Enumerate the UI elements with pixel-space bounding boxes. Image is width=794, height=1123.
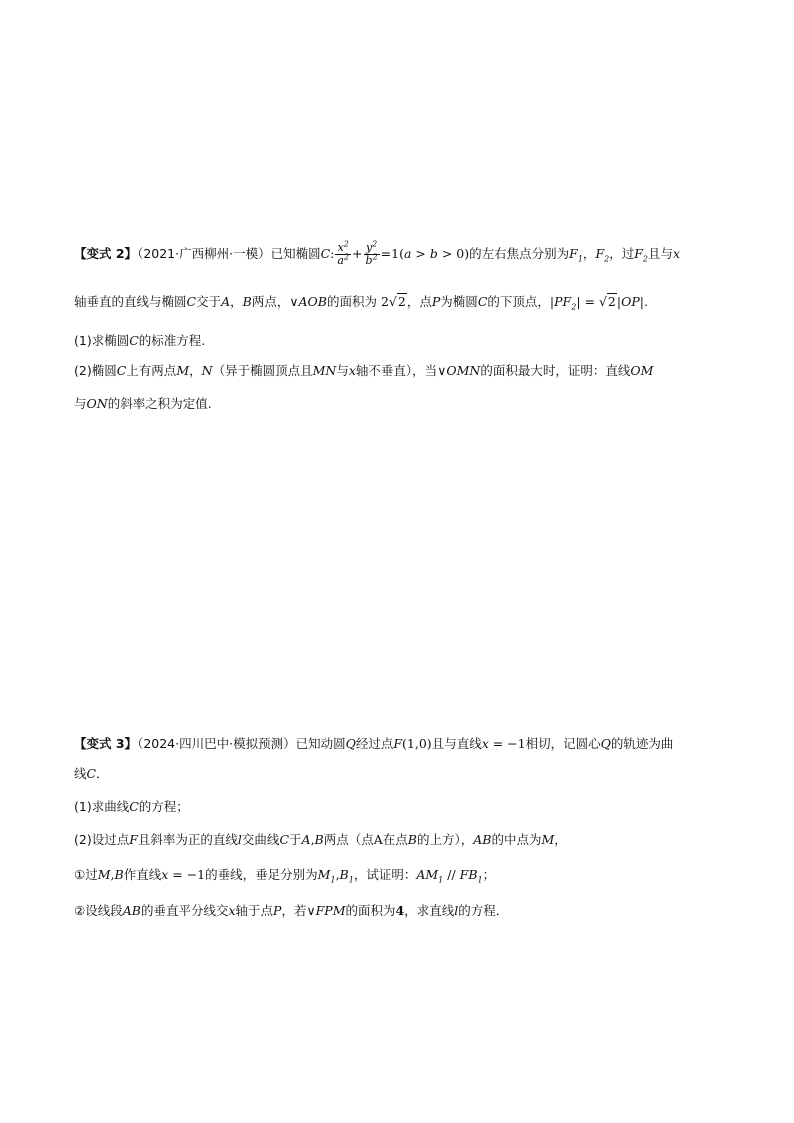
variant-3-question-1: (1)求曲线C的方程；	[74, 799, 189, 814]
variant-3-subquestion-1: ①过M,B作直线x = −1的垂线，垂足分别为$M_1,B_1$，试证明：$AM_1 // FB_1$；	[74, 867, 496, 885]
variant-2-line-2: 轴垂直的直线与椭圆C交于A，B两点，∨AOB的面积为 2√2，点P为椭圆C的下顶点，$|PF_2| = √2|OP|$.	[74, 294, 648, 312]
variant-2-question-1: (1)求椭圆C的标准方程.	[74, 333, 206, 348]
fraction-y2-b2: $\frac{y^2}{b^2}$	[365, 239, 378, 267]
variant-3-source: （2024·四川巴中·模拟预测）	[137, 736, 296, 751]
variant-2-line-1: 【变式 2】（2021·广西柳州·一模）已知椭圆C: $\frac{x^2}{a^2}$ + $\frac{y^2}{b^2}$ =1(a > b > 0)的左右焦点分别为$F_1$，$F_2$，过$F_2$且与x	[74, 239, 681, 267]
fraction-x2-a2: $\frac{x^2}{a^2}$	[337, 239, 350, 267]
variant-2-label: 【变式 2】	[74, 246, 138, 261]
variant-2-question-2-line-1: (2)椭圆C上有两点M，N（异于椭圆顶点且MN与x轴不垂直），当∨OMN的面积最大时，证明：直线OM	[74, 363, 654, 378]
variant-3-line-1: 【变式 3】（2024·四川巴中·模拟预测）已知动圆Q经过点F(1,0)且与直线x = −1相切，记圆心Q的轨迹为曲	[74, 736, 674, 751]
variant-2-question-2-line-2: 与ON的斜率之积为定值.	[74, 396, 212, 411]
variant-3-label: 【变式 3】	[74, 736, 138, 751]
variant-3-line-2: 线C．	[74, 766, 109, 781]
variant-3-question-2: (2)设过点F且斜率为正的直线l交曲线C于A,B两点（点A在点B的上方），AB的中点为M，	[74, 832, 567, 847]
variant-2-source: （2021·广西柳州·一模）	[137, 246, 271, 261]
variant-3-subquestion-2: ②设线段AB的垂直平分线交x轴于点P，若∨FPM的面积为4，求直线l的方程．	[74, 903, 509, 918]
